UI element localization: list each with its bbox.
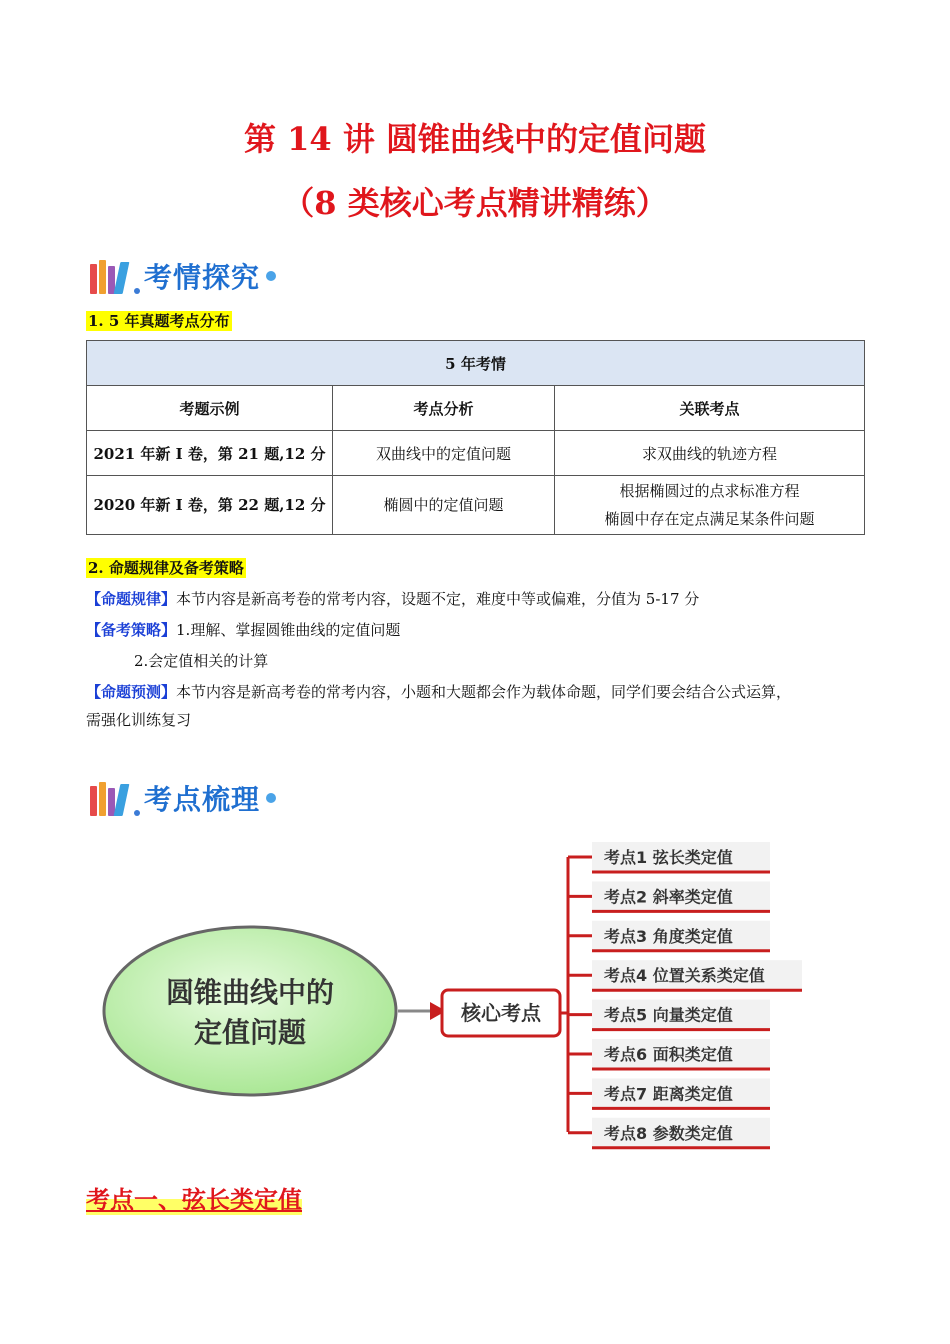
- table-row: [87, 431, 865, 476]
- subheading-distribution: 1. 5 年真题考点分布: [88, 312, 230, 330]
- section-heading-exam-analysis: [90, 256, 276, 296]
- predict-tag: 【命题预测】: [86, 683, 177, 701]
- key-point-label: 考点1 弦长类定值: [604, 848, 733, 867]
- dot-icon: [134, 810, 140, 816]
- strategy-tag: 【备考策略】: [86, 621, 177, 639]
- section-heading-key-points: [90, 778, 276, 818]
- center-ellipse: [104, 927, 396, 1095]
- center-text-line1: 圆锥曲线中的: [165, 976, 335, 1009]
- key-point-label: 考点7 距离类定值: [604, 1084, 733, 1104]
- related-line: 根据椭圆过的点求标准方程: [619, 482, 800, 500]
- table-cell: [555, 476, 865, 535]
- dot-icon: [266, 271, 276, 281]
- mind-map: [0, 830, 950, 1160]
- subheading-rules: 2. 命题规律及备考策略: [88, 559, 244, 577]
- section-heading-text: 考点梳理: [144, 783, 261, 816]
- key-point-label: 考点6 面积类定值: [604, 1045, 733, 1064]
- books-icon: [90, 258, 128, 294]
- predict-paragraph: [86, 682, 791, 702]
- hub-text: 核心考点: [461, 1001, 541, 1025]
- strategy-text-2: 2.会定值相关的计算: [134, 652, 269, 670]
- column-header: 考题示例: [87, 386, 333, 431]
- rule-paragraph: [86, 589, 699, 609]
- table-cell: 双曲线中的定值问题: [333, 431, 555, 476]
- table-cell: 求双曲线的轨迹方程: [555, 431, 865, 476]
- table-cell: 椭圆中的定值问题: [333, 476, 555, 535]
- related-line: 椭圆中存在定点满足某条件问题: [604, 510, 815, 528]
- key-point-label: 考点4 位置关系类定值: [604, 966, 765, 986]
- table-caption: 5 年考情: [87, 341, 865, 386]
- strategy-paragraph: [86, 620, 400, 640]
- rule-tag: 【命题规律】: [86, 590, 177, 608]
- section-heading-text: 考情探究: [144, 261, 261, 294]
- center-text-line2: 定值问题: [193, 1016, 307, 1049]
- key-point-label: 考点5 向量类定值: [604, 1005, 733, 1025]
- document-subtitle: （8 类核心考点精讲精练）: [282, 184, 668, 222]
- dot-icon: [266, 793, 276, 803]
- rule-text: 本节内容是新高考卷的常考内容，设题不定，难度中等或偏难，分值为 5-17 分: [176, 590, 700, 608]
- document-title: 第 14 讲 圆锥曲线中的定值问题: [244, 120, 706, 158]
- column-header: 考点分析: [333, 386, 555, 431]
- table-cell: 2021 年新 I 卷，第 21 题,12 分: [87, 431, 333, 476]
- books-icon: [90, 780, 128, 816]
- table-row: [87, 476, 865, 535]
- key-point-label: 考点8 参数类定值: [604, 1123, 733, 1143]
- exam-table: [86, 340, 865, 535]
- predict-text: 本节内容是新高考卷的常考内容，小题和大题都会作为载体命题，同学们要会结合公式运算，: [176, 683, 792, 701]
- key-point-label: 考点2 斜率类定值: [604, 887, 733, 907]
- section-title-chord-length: 考点一、弦长类定值: [86, 1180, 302, 1215]
- strategy-text: 1.理解、掌握圆锥曲线的定值问题: [176, 621, 401, 639]
- key-point-label: 考点3 角度类定值: [604, 926, 733, 946]
- column-header: 关联考点: [555, 386, 865, 431]
- predict-text-2: 需强化训练复习: [86, 711, 192, 729]
- table-cell: 2020 年新 I 卷，第 22 题,12 分: [87, 476, 333, 535]
- dot-icon: [134, 288, 140, 294]
